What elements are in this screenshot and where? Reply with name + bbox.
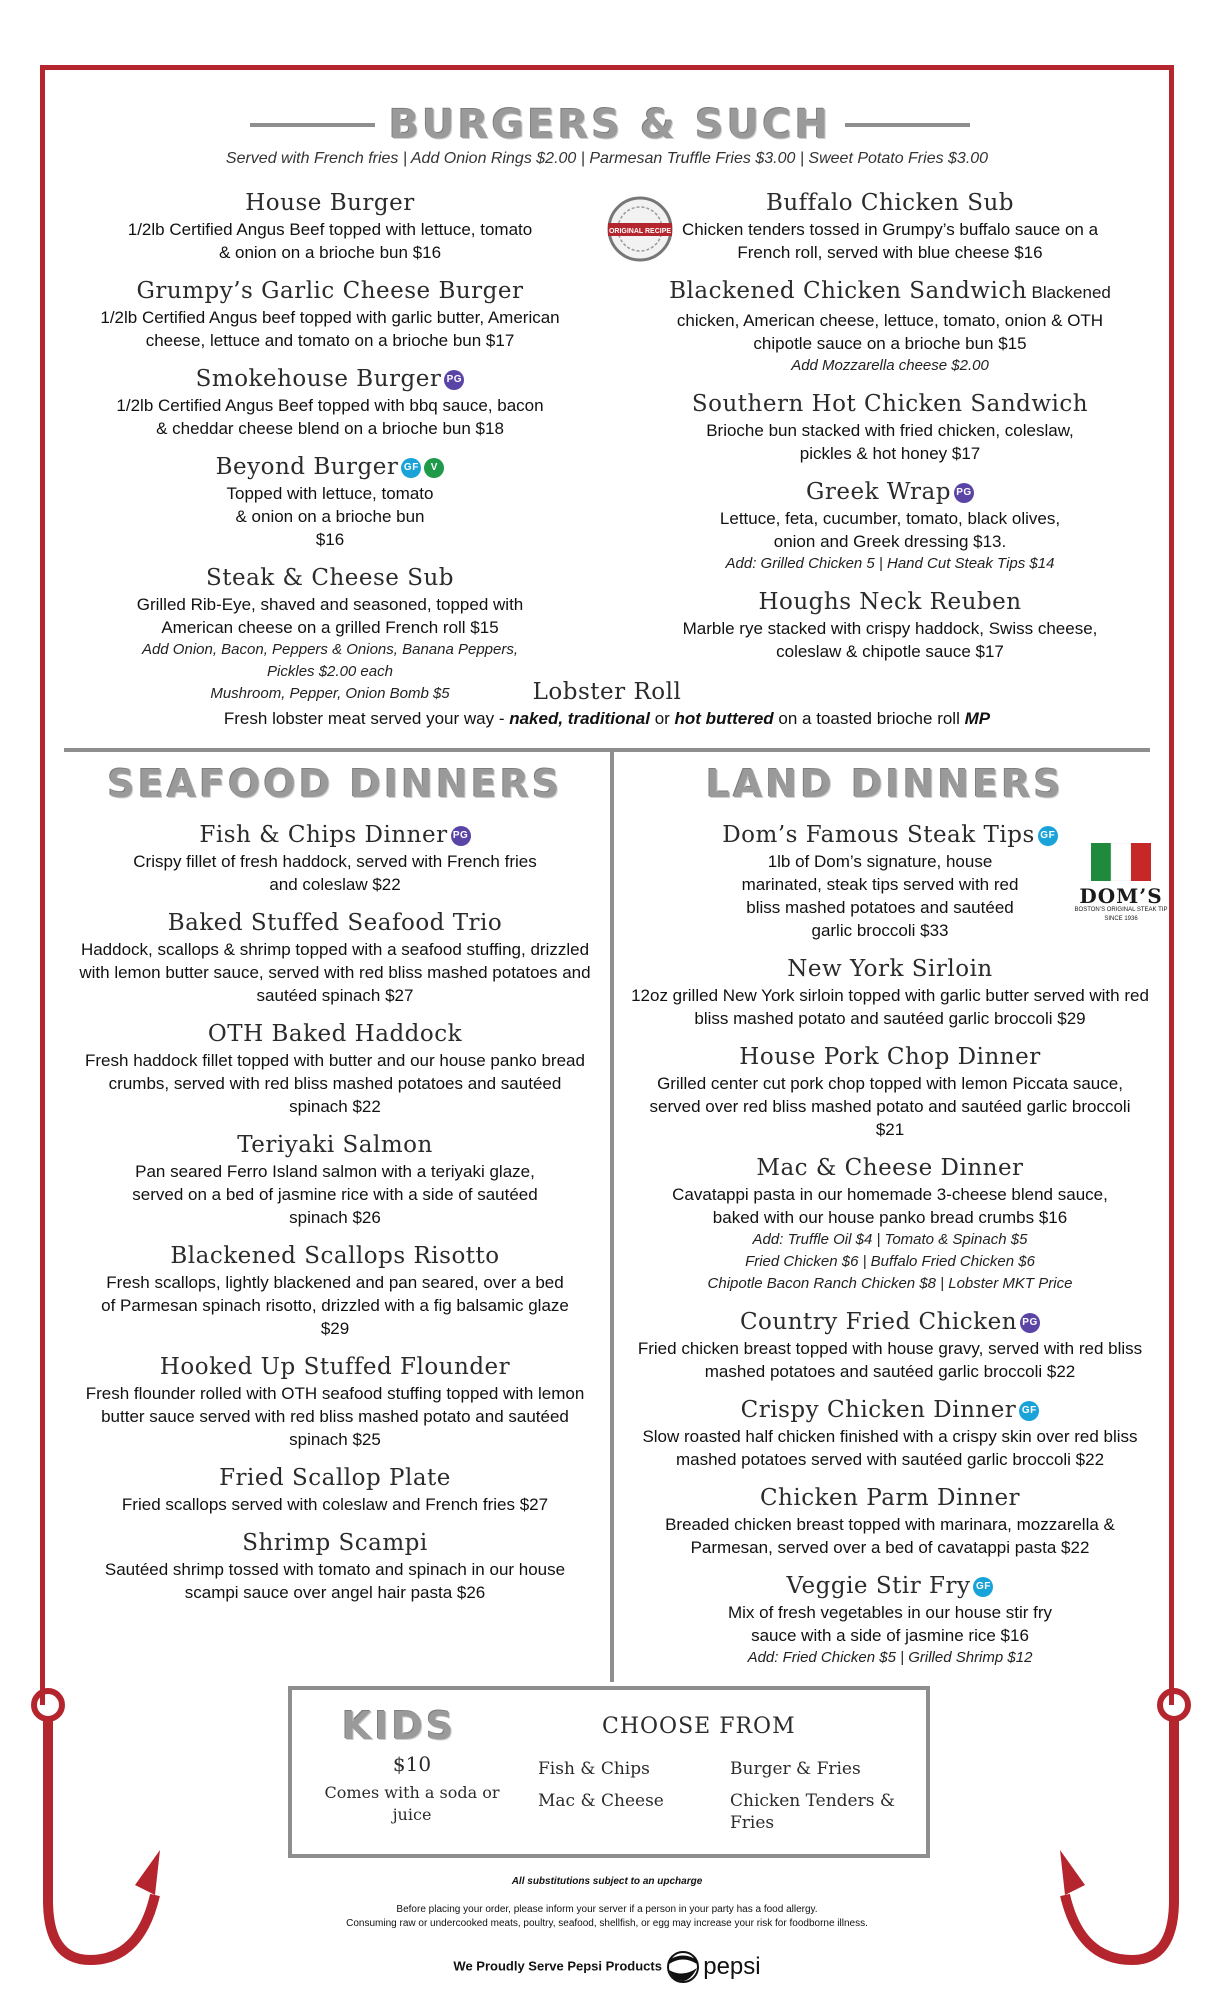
gf-badge-icon: GF <box>973 1577 993 1597</box>
item-desc: 1/2lb Certified Angus Beef topped with lettuce, tomato & onion on a brioche bun $16 <box>127 220 533 262</box>
menu-item <box>640 477 1140 575</box>
seafood-title: SEAFOOD DINNERS <box>107 762 563 806</box>
kids-option: Fish & Chips <box>538 1759 650 1779</box>
item-desc: Fresh scallops, lightly blackened and pan seared, over a bed of Parmesan spinach risotto, drizzled with a fig balsamic glaze $29 <box>101 1273 569 1338</box>
item-name: Hooked Up Stuffed Flounder <box>159 1354 511 1380</box>
title-rule-left <box>250 123 375 127</box>
menu-item <box>630 1307 1150 1383</box>
lobster-roll-item <box>60 677 1154 730</box>
item-desc: Haddock, scallops & shrimp topped with a seafood stuffing, drizzled with lemon butter sauce, served with red bliss mashed potatoes and sautéed spinach $27 <box>79 940 591 1005</box>
item-addons: Add: Truffle Oil $4 | Tomato & Spinach $5 <box>752 1231 1028 1248</box>
item-name: Dom’s Famous Steak Tips <box>722 822 1035 848</box>
gf-badge-icon: GF <box>1019 1401 1039 1421</box>
doms-logo-name: DOM’S <box>1079 884 1163 908</box>
item-name-row <box>80 364 580 394</box>
item-desc: Sautéed shrimp tossed with tomato and spinach in our house scampi sauce over angel hair pasta $26 <box>104 1560 566 1602</box>
item-name: Chicken Parm Dinner <box>759 1485 1021 1511</box>
pepsi-text: We Proudly Serve Pepsi Products <box>453 1958 662 1974</box>
item-addons: Add Mozzarella cheese $2.00 <box>791 357 989 374</box>
item-name-row <box>70 820 600 850</box>
kids-price: $10 <box>392 1752 432 1776</box>
item-name: Buffalo Chicken Sub <box>765 190 1015 216</box>
item-name: Grumpy’s Garlic Cheese Burger <box>136 278 524 304</box>
gf-badge-icon: GF <box>1038 826 1058 846</box>
item-desc: 1/2lb Certified Angus beef topped with garlic butter, American cheese, lettuce and tomato on a brioche bun $17 <box>100 308 560 350</box>
item-desc: 12oz grilled New York sirloin topped with garlic butter served with red bliss mashed potato and sautéed garlic broccoli $29 <box>631 986 1149 1028</box>
doms-logo-tagline: BOSTON’S ORIGINAL STEAK TIP <box>1074 907 1168 913</box>
item-desc: Grilled center cut pork chop topped with lemon Piccata sauce, served over red bliss mashed potato and sautéed garlic broccoli $21 <box>649 1074 1131 1139</box>
burgers-title: BURGERS & SUCH <box>388 102 832 148</box>
item-name-row <box>630 1395 1150 1425</box>
item-name: House Burger <box>245 190 415 216</box>
menu-item <box>640 587 1140 663</box>
menu-item <box>630 954 1150 1030</box>
pepsi-row <box>0 1950 1214 1984</box>
item-name: Beyond Burger <box>215 454 399 480</box>
pepsi-logo-icon <box>666 1950 700 1984</box>
item-name: Houghs Neck Reuben <box>758 589 1022 615</box>
menu-item <box>630 1483 1150 1559</box>
item-name: Blackened Chicken Sandwich <box>669 278 1028 304</box>
item-name-row <box>80 452 580 482</box>
menu-item <box>630 820 1150 942</box>
item-name: Fish & Chips Dinner <box>199 822 448 848</box>
item-name: Crispy Chicken Dinner <box>740 1397 1017 1423</box>
item-name: Mac & Cheese Dinner <box>756 1155 1024 1181</box>
seafood-column <box>70 820 600 1616</box>
gf-badge-icon: GF <box>401 458 421 478</box>
item-name: Greek Wrap <box>806 479 951 505</box>
item-name: Veggie Stir Fry <box>786 1573 971 1599</box>
lobster-desc-e: on a toasted brioche roll <box>773 709 965 728</box>
kids-option: Burger & Fries <box>730 1759 861 1779</box>
burgers-header <box>250 100 970 150</box>
item-addons: Mushroom, Pepper, Onion Bomb $5 <box>210 685 450 702</box>
item-name-row <box>630 1307 1150 1337</box>
pg-badge-icon: PG <box>1020 1313 1040 1333</box>
lobster-desc-a: Fresh lobster meat served your way - <box>223 709 510 728</box>
menu-item <box>70 820 600 896</box>
kids-option: Chicken Tenders & Fries <box>730 1791 895 1833</box>
menu-item <box>70 1528 600 1604</box>
item-addons: Add: Fried Chicken $5 | Grilled Shrimp $12 <box>747 1649 1033 1666</box>
section-divider-vertical <box>610 752 614 1682</box>
menu-item <box>640 276 1140 377</box>
item-name: Steak & Cheese Sub <box>205 565 454 591</box>
item-desc: Slow roasted half chicken finished with a crispy skin over red bliss mashed potatoes served with sautéed garlic broccoli $22 <box>642 1427 1138 1469</box>
item-desc-start: Blackened <box>1031 283 1111 302</box>
menu-item <box>630 1153 1150 1295</box>
item-desc: 1/2lb Certified Angus Beef topped with bbq sauce, bacon & cheddar cheese blend on a brioche bun $18 <box>116 396 544 438</box>
lobster-desc-b: naked, traditional <box>509 709 650 728</box>
pg-badge-icon: PG <box>954 483 974 503</box>
doms-logo-since: SINCE 1936 <box>1104 916 1138 922</box>
item-name-row <box>640 477 1140 507</box>
kids-title: KIDS <box>342 1704 457 1748</box>
item-name: Baked Stuffed Seafood Trio <box>167 910 503 936</box>
item-name: Blackened Scallops Risotto <box>170 1243 500 1269</box>
pg-badge-icon: PG <box>451 826 471 846</box>
pg-badge-icon: PG <box>444 370 464 390</box>
burgers-left-column <box>80 188 580 717</box>
item-desc: Fried chicken breast topped with house gravy, served with red bliss mashed potatoes and sautéed garlic broccoli $22 <box>637 1339 1143 1381</box>
item-name: Smokehouse Burger <box>195 366 442 392</box>
item-desc <box>60 707 1154 730</box>
menu-item <box>70 1352 600 1451</box>
lobster-desc-c: or <box>649 709 675 728</box>
item-desc: chicken, American cheese, lettuce, tomato, onion & OTH chipotle sauce on a brioche bun $15 <box>676 311 1104 353</box>
item-desc: 1lb of Dom’s signature, house marinated, steak tips served with red bliss mashed potatoes and sautéed garlic broccoli $33 <box>741 852 1019 940</box>
item-desc: Fried scallops served with coleslaw and French fries $27 <box>121 1495 549 1514</box>
item-addons: Add: Grilled Chicken 5 | Hand Cut Steak Tips $14 <box>725 555 1055 572</box>
item-desc: Cavatappi pasta in our homemade 3-cheese blend sauce, baked with our house panko bread crumbs $16 <box>672 1185 1108 1227</box>
item-name: Lobster Roll <box>532 679 682 705</box>
pepsi-brand: pepsi <box>703 1953 761 1980</box>
item-desc: Lettuce, feta, cucumber, tomato, black olives, onion and Greek dressing $13. <box>719 509 1061 551</box>
item-desc: Brioche bun stacked with fried chicken, coleslaw, pickles & hot honey $17 <box>706 421 1074 463</box>
allergy-note-2: Consuming raw or undercooked meats, poultry, seafood, shellfish, or egg may increase your risk for foodborne illness. <box>346 1918 868 1929</box>
section-divider-horizontal <box>64 748 1150 752</box>
lobster-price: MP <box>964 709 991 728</box>
item-name: Fried Scallop Plate <box>219 1465 451 1491</box>
menu-item <box>80 452 580 551</box>
item-name-row <box>630 820 1150 850</box>
item-desc: Fresh haddock fillet topped with butter and our house panko bread crumbs, served with red bliss mashed potatoes and sautéed spinach $22 <box>85 1051 585 1116</box>
kids-note: Comes with a soda or juice <box>324 1783 500 1824</box>
item-desc: Crispy fillet of fresh haddock, served with French fries and coleslaw $22 <box>133 852 537 894</box>
item-desc: Topped with lettuce, tomato & onion on a brioche bun $16 <box>226 484 434 549</box>
menu-item <box>630 1395 1150 1471</box>
menu-item <box>630 1571 1150 1669</box>
lobster-desc-d: hot buttered <box>674 709 774 728</box>
item-name: OTH Baked Haddock <box>207 1021 463 1047</box>
title-rule-right <box>845 123 970 127</box>
burgers-subtitle: Served with French fries | Add Onion Rings $2.00 | Parmesan Truffle Fries $3.00 | Sweet Potato Fries $3.00 <box>225 150 989 167</box>
kids-box <box>288 1686 930 1858</box>
menu-item <box>630 1042 1150 1141</box>
item-addons: Add Onion, Bacon, Peppers & Onions, Banana Peppers, Pickles $2.00 each <box>141 641 519 680</box>
burgers-right-column <box>640 188 1140 675</box>
item-name: Teriyaki Salmon <box>237 1132 433 1158</box>
kids-choose-heading: CHOOSE FROM <box>602 1714 796 1739</box>
menu-item <box>70 1463 600 1516</box>
menu-item <box>70 1019 600 1118</box>
item-desc: Chicken tenders tossed in Grumpy’s buffalo sauce on a French roll, served with blue cheese $16 <box>681 220 1099 262</box>
left-hook-icon <box>10 1660 170 1990</box>
item-desc: Pan seared Ferro Island salmon with a teriyaki glaze, served on a bed of jasmine rice with a side of sautéed spinach $26 <box>132 1162 538 1227</box>
item-desc: Mix of fresh vegetables in our house stir fry sauce with a side of jasmine rice $16 <box>727 1603 1053 1645</box>
menu-item <box>70 1241 600 1340</box>
menu-item <box>80 188 580 264</box>
item-addons: Fried Chicken $6 | Buffalo Fried Chicken $6 <box>745 1253 1035 1270</box>
svg-text:ORIGINAL RECIPE: ORIGINAL RECIPE <box>608 228 672 235</box>
item-name: New York Sirloin <box>787 956 993 982</box>
menu-item <box>640 188 1140 264</box>
allergy-note-1: Before placing your order, please inform your server if a person in your party has a food allergy. <box>396 1904 818 1915</box>
menu-item <box>70 1130 600 1229</box>
menu-item <box>80 364 580 440</box>
item-addons: Chipotle Bacon Ranch Chicken $8 | Lobster MKT Price <box>707 1275 1073 1292</box>
item-desc: Marble rye stacked with crispy haddock, Swiss cheese, coleslaw & chipotle sauce $17 <box>682 619 1098 661</box>
item-desc: Fresh flounder rolled with OTH seafood stuffing topped with lemon butter sauce served with red bliss mashed potato and sautéed spinach $25 <box>85 1384 585 1449</box>
substitutions-note: All substitutions subject to an upcharge <box>511 1876 703 1887</box>
menu-item <box>80 276 580 352</box>
menu-item <box>70 908 600 1007</box>
vegan-badge-icon: V <box>424 458 444 478</box>
menu-item <box>640 389 1140 465</box>
item-desc: Grilled Rib-Eye, shaved and seasoned, topped with American cheese on a grilled French roll $15 <box>136 595 524 637</box>
item-name: Shrimp Scampi <box>242 1530 428 1556</box>
item-name: House Pork Chop Dinner <box>739 1044 1041 1070</box>
right-hook-icon <box>1040 1660 1210 1990</box>
item-name-row <box>630 1571 1150 1601</box>
land-title: LAND DINNERS <box>705 762 1065 806</box>
kids-option: Mac & Cheese <box>538 1791 664 1811</box>
item-desc: Breaded chicken breast topped with marinara, mozzarella & Parmesan, served over a bed of cavatappi pasta $22 <box>665 1515 1115 1557</box>
land-column <box>630 820 1150 1681</box>
item-name: Southern Hot Chicken Sandwich <box>691 391 1089 417</box>
item-name: Country Fried Chicken <box>739 1309 1018 1335</box>
